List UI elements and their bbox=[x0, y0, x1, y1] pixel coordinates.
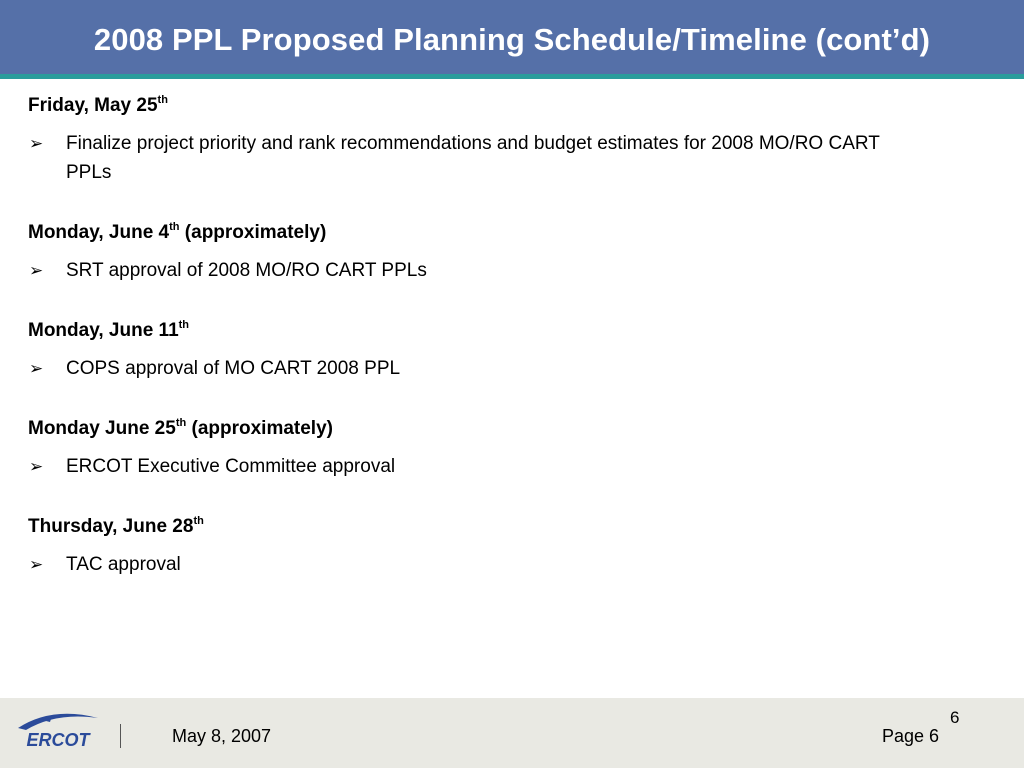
footer-page-label: Page 6 bbox=[882, 726, 940, 746]
ercot-logo bbox=[12, 706, 104, 752]
slide-title: 2008 PPL Proposed Planning Schedule/Timeline (cont’d) bbox=[93, 22, 931, 57]
schedule-date bbox=[28, 318, 928, 344]
schedule-list bbox=[28, 93, 928, 612]
footer-separator bbox=[120, 724, 121, 748]
date-ordinal-suffix: th bbox=[193, 514, 204, 527]
date-note: (approximately) bbox=[179, 222, 327, 243]
date-ordinal-suffix: th bbox=[175, 416, 187, 429]
schedule-item bbox=[28, 354, 928, 383]
schedule-date bbox=[28, 220, 928, 246]
footer-bar bbox=[0, 698, 1024, 768]
schedule-date bbox=[28, 416, 928, 442]
arrow-bullet-icon: ➢ bbox=[29, 457, 44, 476]
date-note: (approximately) bbox=[186, 418, 333, 439]
schedule-section bbox=[28, 416, 928, 481]
schedule-date bbox=[28, 514, 928, 540]
schedule-item bbox=[28, 256, 928, 285]
date-text: Monday, June 11 bbox=[28, 320, 179, 341]
footer-date: May 8, 2007 bbox=[172, 726, 272, 746]
arrow-bullet-icon: ➢ bbox=[29, 555, 44, 574]
schedule-section bbox=[28, 514, 928, 579]
logo-text: ERCOT bbox=[26, 730, 90, 750]
date-ordinal-suffix: th bbox=[169, 220, 180, 233]
date-ordinal-suffix: th bbox=[178, 318, 190, 331]
schedule-item bbox=[28, 452, 928, 481]
schedule-item-text: SRT approval of 2008 MO/RO CART PPLs bbox=[66, 260, 427, 281]
schedule-item-text: Finalize project priority and rank recommendations and budget estimates for 2008 MO/RO CART PPLs bbox=[66, 133, 880, 183]
schedule-date bbox=[28, 93, 928, 119]
arrow-bullet-icon: ➢ bbox=[29, 134, 44, 153]
date-text: Friday, May 25 bbox=[28, 95, 158, 116]
schedule-item bbox=[28, 550, 928, 579]
date-text: Monday, June 4 bbox=[28, 222, 170, 243]
schedule-item-text: COPS approval of MO CART 2008 PPL bbox=[66, 358, 401, 379]
logo-swoosh bbox=[18, 714, 98, 730]
date-ordinal-suffix: th bbox=[157, 93, 168, 106]
date-text: Thursday, June 28 bbox=[28, 516, 194, 537]
schedule-item bbox=[28, 129, 928, 187]
schedule-section bbox=[28, 220, 928, 285]
slide-number: 6 bbox=[950, 708, 960, 727]
arrow-bullet-icon: ➢ bbox=[29, 261, 44, 280]
schedule-item-text: ERCOT Executive Committee approval bbox=[66, 456, 396, 477]
schedule-section bbox=[28, 93, 928, 187]
schedule-section bbox=[28, 318, 928, 383]
schedule-item-text: TAC approval bbox=[66, 554, 181, 575]
arrow-bullet-icon: ➢ bbox=[29, 359, 44, 378]
date-text: Monday June 25 bbox=[28, 418, 176, 439]
